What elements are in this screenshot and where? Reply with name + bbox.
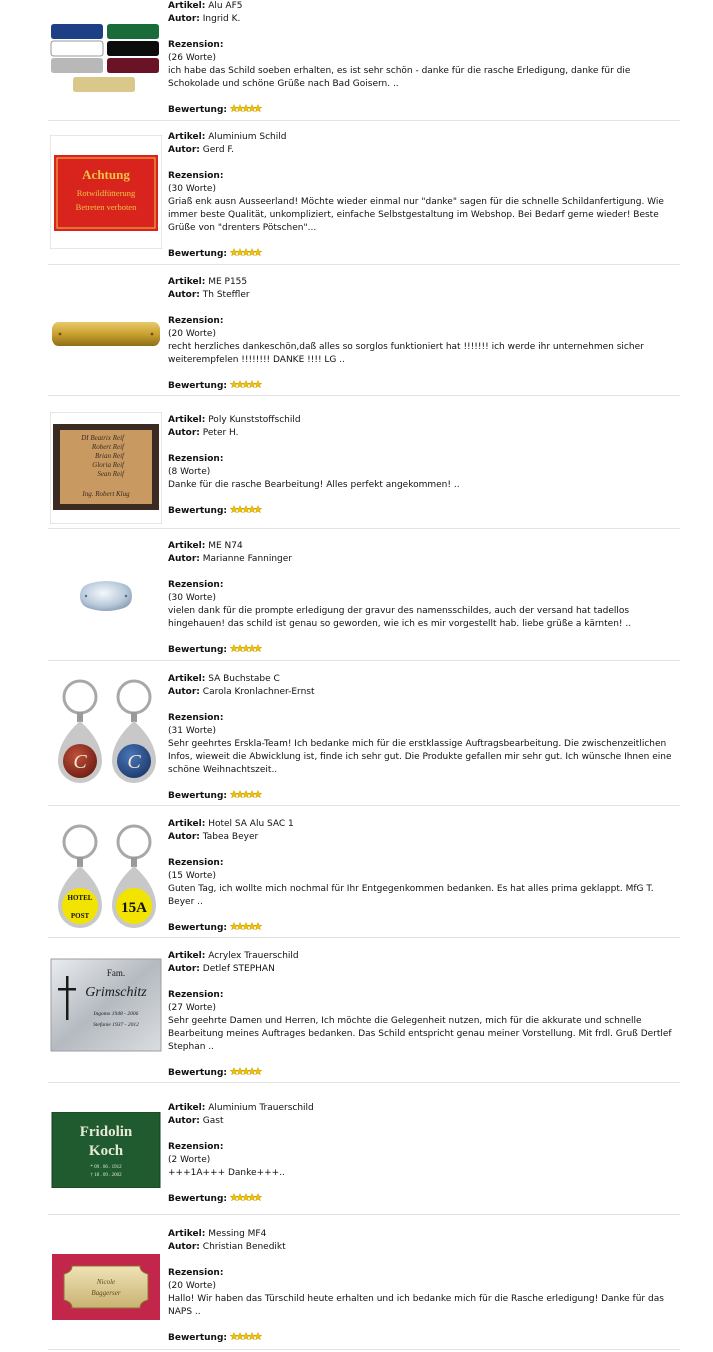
star-icon — [230, 923, 238, 930]
autor-value: Christian Benedikt — [202, 1242, 286, 1252]
star-icon — [254, 645, 262, 652]
review-body: Danke für die rasche Bearbeitung! Alles perfekt angekommen! .. — [168, 480, 460, 490]
star-icon — [230, 645, 238, 652]
review-text — [168, 414, 680, 519]
rating-stars-icon — [230, 790, 264, 804]
review-body: Hallo! Wir haben das Türschild heute erhalten und ich bedanke mich für die Rasche erledigung! Danke für das NAPS .. — [168, 1294, 664, 1317]
review-item — [48, 673, 680, 806]
sign-text: Gloria Reif — [92, 461, 124, 469]
artikel-label: Artikel: — [168, 132, 206, 142]
star-icon — [254, 381, 262, 388]
rezension-label: Rezension: — [168, 858, 224, 868]
keychain-letter: C — [73, 751, 87, 773]
sign-text: Nicole — [96, 1278, 116, 1286]
divider — [48, 660, 680, 661]
rezension-label: Rezension: — [168, 40, 224, 50]
star-icon — [254, 249, 262, 256]
word-count: (15 Worte) — [168, 871, 216, 881]
star-icon — [242, 791, 250, 798]
review-item — [48, 1228, 680, 1350]
autor-label: Autor: — [168, 14, 200, 24]
product-image[interactable] — [50, 820, 162, 936]
sign-text: Betreten verboten — [75, 202, 137, 212]
rezension-label: Rezension: — [168, 580, 224, 590]
sign-text: † 18 . 09 . 2002 — [90, 1173, 122, 1178]
product-image[interactable] — [50, 675, 162, 793]
sign-text: Fam. — [106, 968, 126, 978]
word-count: (20 Worte) — [168, 329, 216, 339]
bewertung-label: Bewertung: — [168, 249, 227, 259]
product-image[interactable] — [50, 316, 162, 352]
star-icon — [242, 105, 250, 112]
rating-stars-icon — [230, 1193, 264, 1207]
divider — [48, 1214, 680, 1215]
sign-text: Sean Reif — [97, 470, 124, 478]
autor-value: Th Steffler — [202, 290, 250, 300]
autor-label: Autor: — [168, 290, 200, 300]
bewertung-label: Bewertung: — [168, 381, 227, 391]
review-item — [48, 818, 680, 938]
sign-text: Stefanie 1937 - 2012 — [93, 1022, 139, 1028]
divider — [48, 395, 680, 396]
word-count: (30 Worte) — [168, 593, 216, 603]
review-item — [48, 414, 680, 529]
rezension-label: Rezension: — [168, 171, 224, 181]
star-icon — [248, 645, 256, 652]
product-image[interactable] — [50, 412, 162, 524]
bewertung-label: Bewertung: — [168, 1068, 227, 1078]
keychain-text: HOTEL — [67, 894, 93, 902]
divider — [48, 805, 680, 806]
keychain-letter: C — [127, 751, 141, 773]
star-icon — [230, 249, 238, 256]
star-icon — [248, 381, 256, 388]
rating-stars-icon — [230, 104, 264, 118]
review-body: Sehr geehrte Damen und Herren, Ich möchte die Gelegenheit nutzen, mich für die akkurate und schnelle Bearbeitung meines Auftrages bedanken. Das Schild entspricht genau meiner Vorstellung. Mit frdl. Gruß Dertlef Stephan .. — [168, 1016, 672, 1052]
review-text — [168, 673, 680, 804]
artikel-link[interactable]: Alu AF5 — [208, 1, 243, 11]
word-count: (8 Worte) — [168, 467, 211, 477]
review-text — [168, 1228, 680, 1346]
star-icon — [254, 1068, 262, 1075]
artikel-link[interactable]: Messing MF4 — [208, 1229, 267, 1239]
artikel-link[interactable]: Aluminium Schild — [208, 132, 287, 142]
bewertung-label: Bewertung: — [168, 923, 227, 933]
sign-text: Baggerser — [91, 1289, 121, 1297]
review-body: Griaß enk ausn Ausseerland! Möchte wieder einmal nur "danke" sagen für die schnelle Schildanfertigung. Wie immer beste Qualität, unkompliziert, einfache Selbstgestaltung im Webshop. Bei Bedarf gerne wieder! Beste Grüße von "drenters Pötschen"... — [168, 197, 664, 233]
bewertung-label: Bewertung: — [168, 105, 227, 115]
autor-value: Carola Kronlachner-Ernst — [202, 687, 315, 697]
rezension-label: Rezension: — [168, 454, 224, 464]
autor-label: Autor: — [168, 1242, 200, 1252]
review-item — [48, 540, 680, 661]
autor-label: Autor: — [168, 554, 200, 564]
divider — [48, 264, 680, 265]
product-image[interactable] — [50, 1112, 162, 1188]
rating-stars-icon — [230, 248, 264, 262]
artikel-label: Artikel: — [168, 674, 206, 684]
star-icon — [230, 105, 238, 112]
bewertung-label: Bewertung: — [168, 506, 227, 516]
artikel-label: Artikel: — [168, 277, 206, 287]
sign-text: Achtung — [82, 167, 130, 182]
star-icon — [254, 1333, 262, 1340]
keychain-text: 15A — [121, 900, 147, 916]
artikel-label: Artikel: — [168, 1, 206, 11]
autor-label: Autor: — [168, 687, 200, 697]
product-image[interactable] — [50, 18, 162, 96]
product-image[interactable] — [50, 135, 162, 249]
sign-text: DI Beatrix Reif — [81, 434, 124, 442]
star-icon — [236, 645, 244, 652]
review-text — [168, 276, 680, 394]
star-icon — [242, 1333, 250, 1340]
rezension-label: Rezension: — [168, 713, 224, 723]
star-icon — [236, 105, 244, 112]
review-text — [168, 818, 680, 936]
sign-text: Ingomo 1948 - 2006 — [93, 1011, 139, 1017]
autor-value: Gast — [202, 1116, 224, 1126]
divider — [48, 937, 680, 938]
artikel-label: Artikel: — [168, 951, 206, 961]
word-count: (30 Worte) — [168, 184, 216, 194]
star-icon — [236, 381, 244, 388]
artikel-label: Artikel: — [168, 1229, 206, 1239]
star-icon — [248, 506, 256, 513]
rating-stars-icon — [230, 1332, 264, 1346]
star-icon — [230, 791, 238, 798]
rating-stars-icon — [230, 644, 264, 658]
divider — [48, 1349, 680, 1350]
review-body: +++1A+++ Danke+++.. — [168, 1168, 285, 1178]
star-icon — [236, 1333, 244, 1340]
review-item — [48, 276, 680, 396]
star-icon — [248, 105, 256, 112]
review-body: ich habe das Schild soeben erhalten, es ist sehr schön - danke für die rasche Erledigung, danke für die Schokolade und schöne Grüße nach Bad Goisern. .. — [168, 66, 631, 89]
review-text — [168, 950, 680, 1081]
review-text — [168, 0, 680, 118]
star-icon — [254, 105, 262, 112]
rezension-label: Rezension: — [168, 990, 224, 1000]
rating-stars-icon — [230, 922, 264, 936]
autor-value: Peter H. — [202, 428, 239, 438]
star-icon — [254, 923, 262, 930]
word-count: (31 Worte) — [168, 726, 216, 736]
star-icon — [236, 1194, 244, 1201]
rating-stars-icon — [230, 505, 264, 519]
autor-label: Autor: — [168, 832, 200, 842]
review-body: Guten Tag, ich wollte mich nochmal für Ihr Entgegenkommen bedanken. Es hat alles prima geklappt. MfG T. Beyer .. — [168, 884, 654, 907]
artikel-link[interactable]: SA Buchstabe C — [208, 674, 280, 684]
star-icon — [242, 923, 250, 930]
sign-text: Grimschitz — [85, 985, 147, 1000]
autor-label: Autor: — [168, 1116, 200, 1126]
artikel-link[interactable]: Acrylex Trauerschild — [208, 951, 299, 961]
star-icon — [248, 1194, 256, 1201]
star-icon — [242, 249, 250, 256]
rezension-label: Rezension: — [168, 316, 224, 326]
artikel-link[interactable]: Poly Kunststoffschild — [208, 415, 301, 425]
divider — [48, 1082, 680, 1083]
rating-stars-icon — [230, 380, 264, 394]
autor-value: Ingrid K. — [202, 14, 241, 24]
star-icon — [236, 791, 244, 798]
artikel-label: Artikel: — [168, 415, 206, 425]
autor-label: Autor: — [168, 964, 200, 974]
review-item — [48, 131, 680, 265]
sign-text: Koch — [88, 1143, 124, 1159]
star-icon — [236, 249, 244, 256]
autor-value: Tabea Beyer — [202, 832, 259, 842]
bewertung-label: Bewertung: — [168, 645, 227, 655]
star-icon — [248, 1333, 256, 1340]
artikel-label: Artikel: — [168, 819, 206, 829]
review-item — [48, 0, 680, 121]
artikel-link[interactable]: Hotel SA Alu SAC 1 — [208, 819, 294, 829]
star-icon — [242, 645, 250, 652]
star-icon — [254, 1194, 262, 1201]
star-icon — [242, 1194, 250, 1201]
review-item — [48, 1102, 680, 1215]
divider — [48, 120, 680, 121]
sign-text: Robert Reif — [91, 443, 124, 451]
word-count: (20 Worte) — [168, 1281, 216, 1291]
autor-label: Autor: — [168, 145, 200, 155]
bewertung-label: Bewertung: — [168, 1333, 227, 1343]
autor-value: Marianne Fanninger — [202, 554, 293, 564]
divider — [48, 528, 680, 529]
star-icon — [254, 791, 262, 798]
sign-text: Brian Reif — [95, 452, 124, 460]
bewertung-label: Bewertung: — [168, 791, 227, 801]
sign-text: * 09 . 06 . 1912 — [90, 1165, 122, 1170]
star-icon — [254, 506, 262, 513]
star-icon — [236, 506, 244, 513]
word-count: (26 Worte) — [168, 53, 216, 63]
star-icon — [230, 506, 238, 513]
autor-label: Autor: — [168, 428, 200, 438]
product-image[interactable] — [50, 578, 162, 614]
word-count: (27 Worte) — [168, 1003, 216, 1013]
rating-stars-icon — [230, 1067, 264, 1081]
rezension-label: Rezension: — [168, 1268, 224, 1278]
star-icon — [230, 381, 238, 388]
artikel-link[interactable]: Aluminium Trauerschild — [208, 1103, 314, 1113]
star-icon — [242, 381, 250, 388]
star-icon — [236, 923, 244, 930]
artikel-label: Artikel: — [168, 541, 206, 551]
bewertung-label: Bewertung: — [168, 1194, 227, 1204]
star-icon — [230, 1194, 238, 1201]
star-icon — [248, 249, 256, 256]
rezension-label: Rezension: — [168, 1142, 224, 1152]
sign-text: Ing. Robert Klug — [82, 490, 130, 498]
star-icon — [242, 1068, 250, 1075]
artikel-label: Artikel: — [168, 1103, 206, 1113]
review-text — [168, 1102, 680, 1207]
product-image[interactable] — [50, 956, 162, 1056]
sign-text: Rotwildfütterung — [76, 188, 136, 198]
star-icon — [248, 791, 256, 798]
autor-value: Detlef STEPHAN — [202, 964, 275, 974]
product-image[interactable] — [50, 1254, 162, 1320]
review-body: vielen dank für die prompte erledigung der gravur des namensschildes, auch der versand hat tadellos hingehauen! das schild ist genau so geworden, wie ich es mir vorgestellt hab. liebe grüße a kärnten! .. — [168, 606, 632, 629]
review-body: Sehr geehrtes Erskla-Team! Ich bedanke mich für die erstklassige Auftragsbearbeitung. Die zwischenzeitlichen Infos, wieweit die Abwicklung ist, finde ich sehr gut. Die Produkte gefallen mir sehr gut. Ich wünsche Ihnen eine schöne Weihnachtszeit.. — [168, 739, 672, 775]
star-icon — [248, 923, 256, 930]
star-icon — [230, 1333, 238, 1340]
keychain-text: POST — [70, 912, 90, 920]
review-text — [168, 131, 680, 262]
artikel-link[interactable]: ME N74 — [208, 541, 243, 551]
word-count: (2 Worte) — [168, 1155, 211, 1165]
review-text — [168, 540, 680, 658]
review-body: recht herzliches dankeschön,daß alles so sorglos funktioniert hat !!!!!!! ich werde ihr unternehmen sicher weiterempfelen !!!!!!!! DANKE !!!! LG .. — [168, 342, 644, 365]
star-icon — [248, 1068, 256, 1075]
star-icon — [236, 1068, 244, 1075]
artikel-link[interactable]: ME P155 — [208, 277, 248, 287]
review-item — [48, 950, 680, 1083]
star-icon — [242, 506, 250, 513]
star-icon — [230, 1068, 238, 1075]
sign-text: Fridolin — [79, 1124, 133, 1140]
autor-value: Gerd F. — [202, 145, 234, 155]
